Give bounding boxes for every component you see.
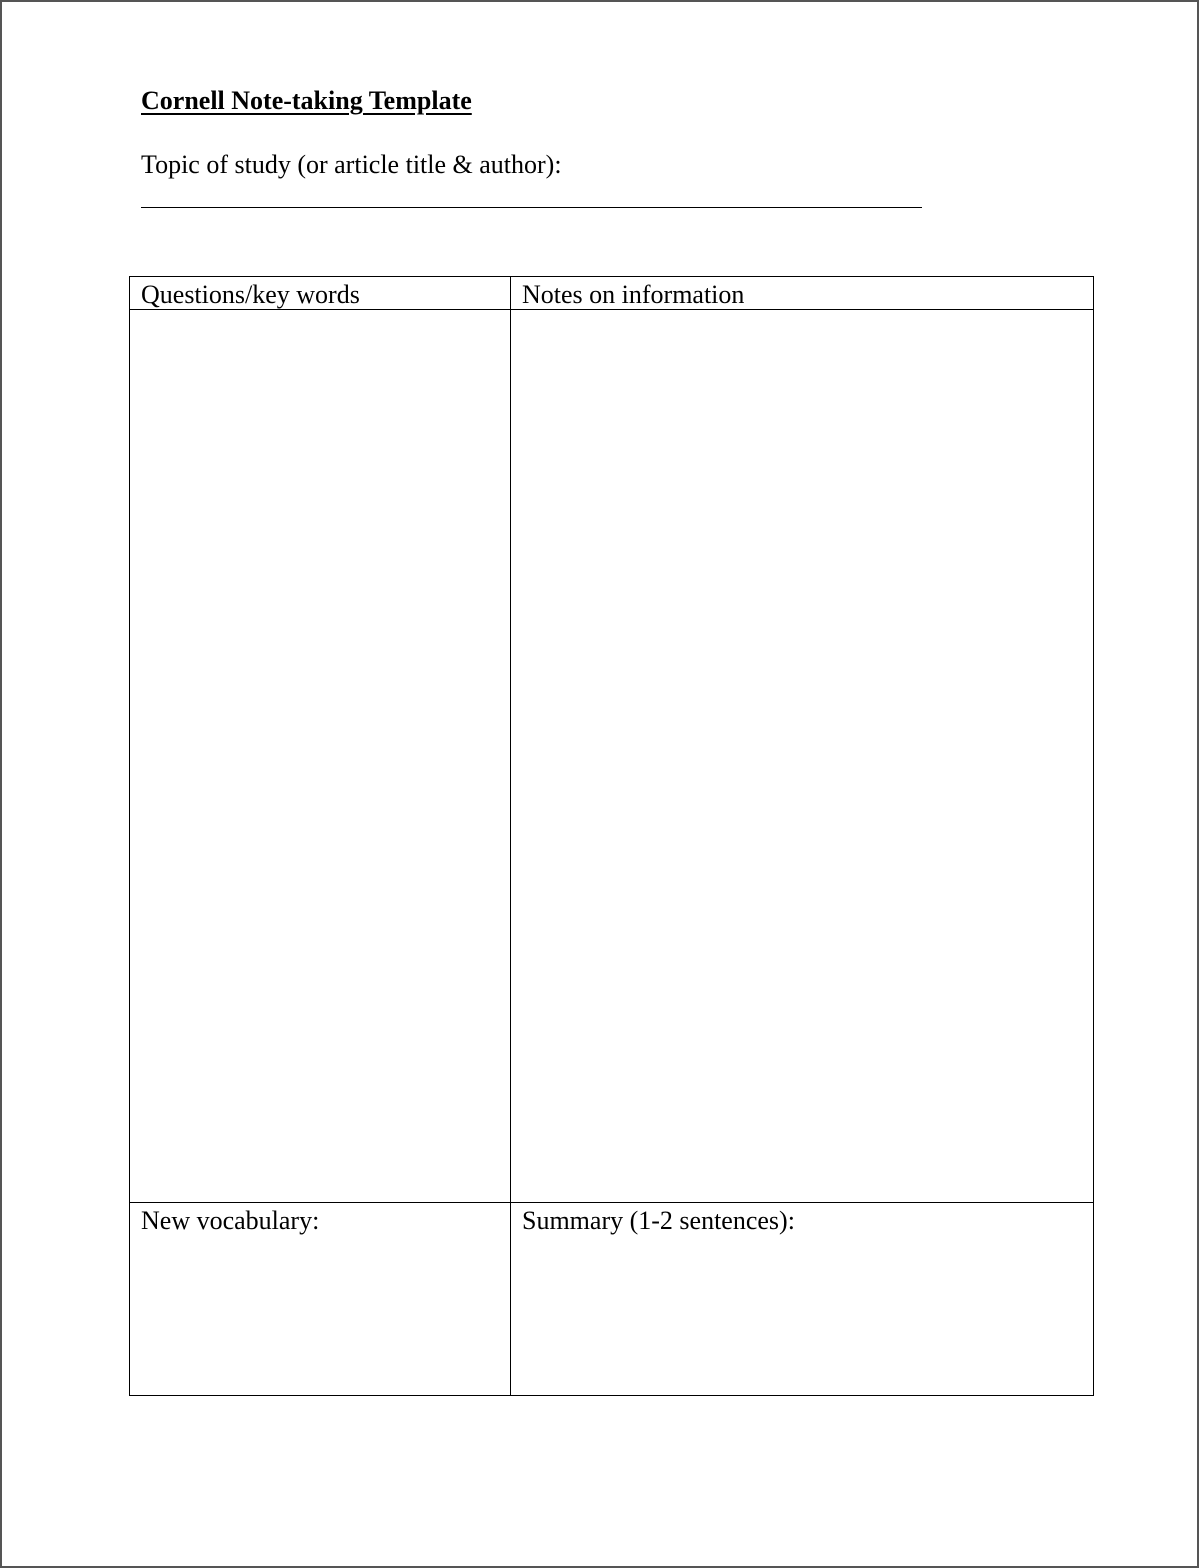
questions-key-words-header: Questions/key words [141,280,360,309]
notes-on-information-header: Notes on information [522,280,745,309]
notes-on-information-cell[interactable] [513,312,1092,1201]
summary-cell[interactable] [513,1240,1092,1394]
footer-row-divider [129,1202,1094,1203]
column-divider [510,276,511,1396]
questions-key-words-cell[interactable] [131,312,509,1201]
new-vocabulary-label: New vocabulary: [141,1206,320,1235]
topic-label: Topic of study (or article title & author): [141,150,562,179]
header-row-divider [129,309,1094,310]
document-title: Cornell Note-taking Template [141,86,472,115]
topic-answer-line[interactable] [141,207,922,208]
new-vocabulary-cell[interactable] [131,1240,509,1394]
summary-label: Summary (1-2 sentences): [522,1206,795,1235]
